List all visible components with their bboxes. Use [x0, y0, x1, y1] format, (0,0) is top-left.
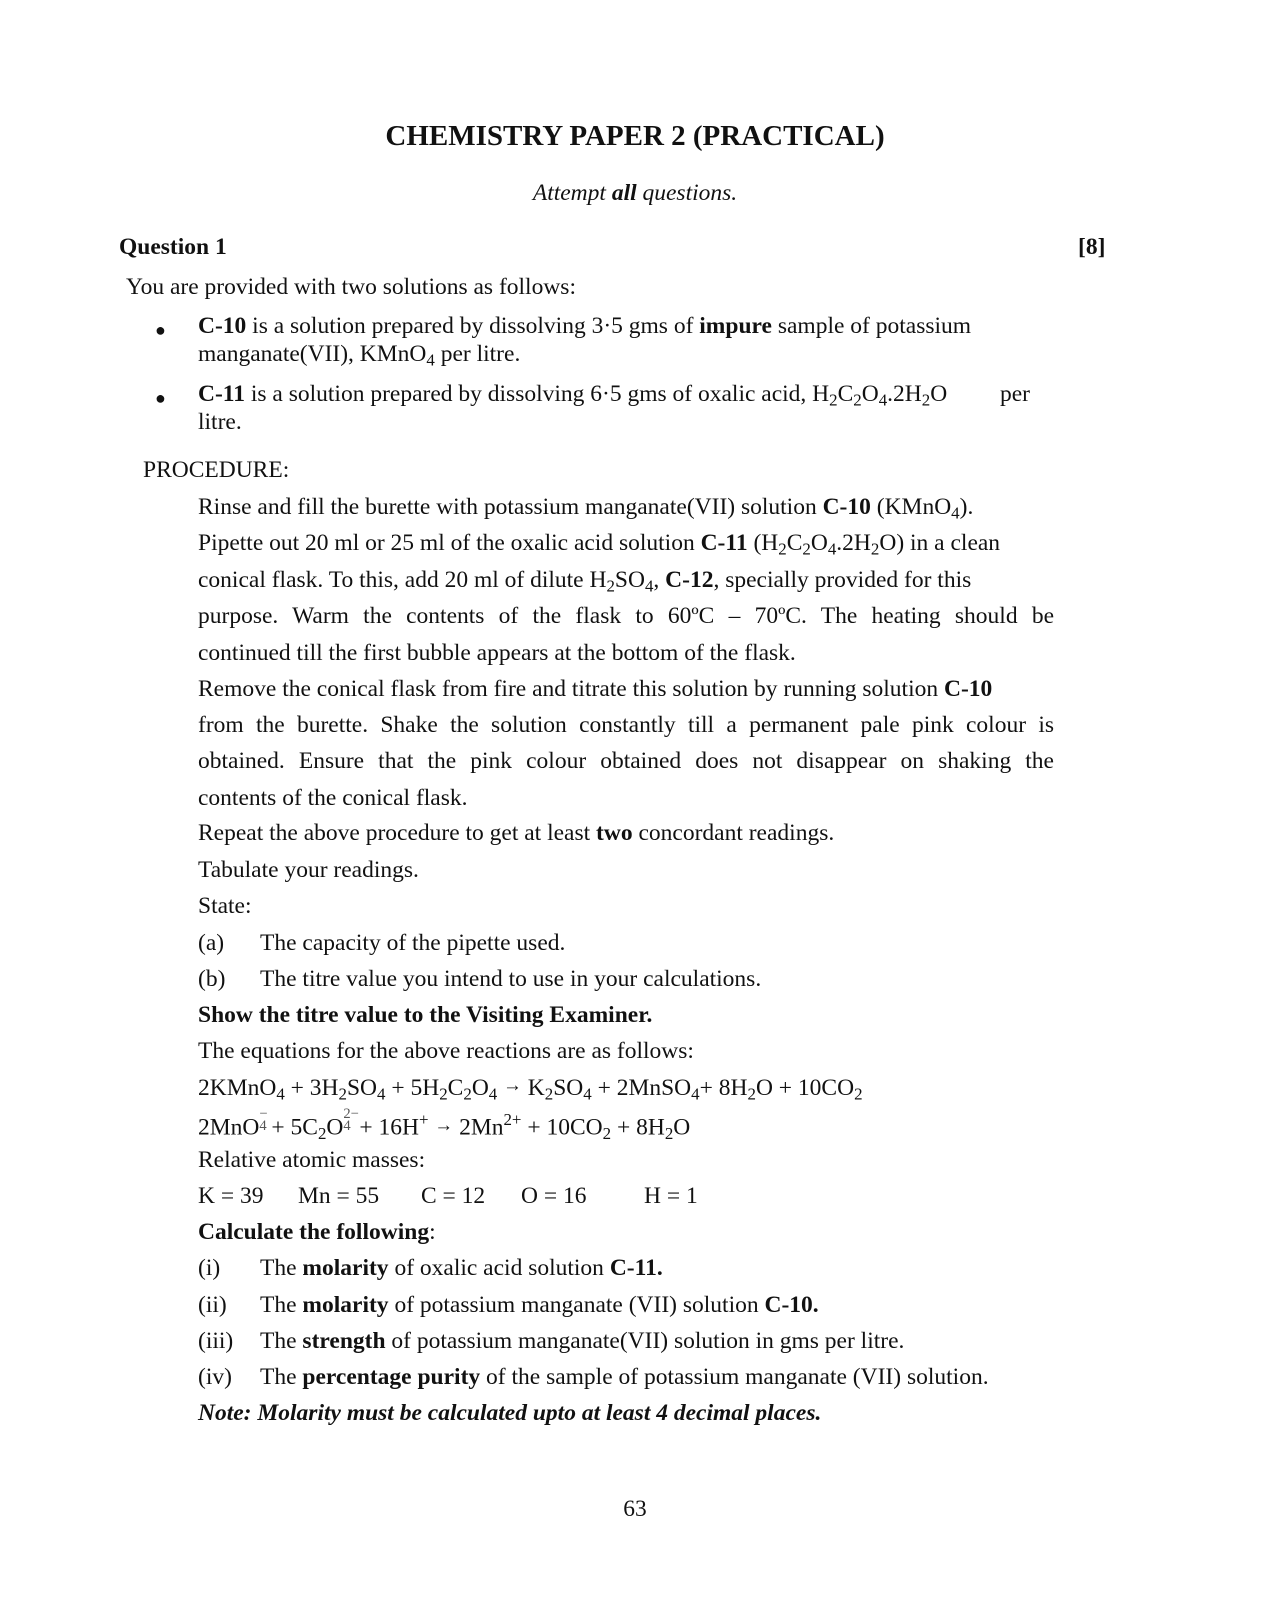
equation-1: 2KMnO$_4$ + $3H_2SO_4 + 5H_2C_2O_4 \to K_2SO_4$ + 2MnSO$_4$+ $8H_2O + 10CO_2$	[198, 1075, 863, 1104]
procedure-line: conical flask. To this, add 20 ml of dilute $H_2SO_4$, C-12, specially provided for this	[198, 567, 972, 596]
equation-2: 2MnO − 4 + $5C_2O$ 2− 4 + $16H^+ \to 2Mn^{2+} + 10CO_2 + 8H_2O$	[198, 1105, 691, 1144]
atomic-mass-mn: Mn = 55	[298, 1183, 380, 1209]
state-item: (b) The titre value you intend to use in your calculations.	[198, 966, 762, 992]
page-number: 63	[623, 1496, 647, 1522]
atomic-masses-label: Relative atomic masses:	[198, 1147, 426, 1173]
procedure-line: obtained. Ensure that the pink colour obtained does not disappear on shaking the	[198, 748, 1054, 774]
atomic-mass-h: H = 1	[644, 1183, 698, 1209]
calc-item: (iv) The percentage purity of the sample of potassium manganate (VII) solution.	[198, 1364, 989, 1390]
calculate-label: Calculate the following:	[198, 1219, 436, 1245]
calc-item: (iii) The strength of potassium manganate(VII) solution in gms per litre.	[198, 1328, 905, 1354]
procedure-line: from the burette. Shake the solution constantly till a permanent pale pink colour is	[198, 712, 1054, 738]
bullet-dot: ●	[155, 388, 166, 408]
procedure-line: Remove the conical flask from fire and titrate this solution by running solution C-10	[198, 676, 993, 702]
page-title: CHEMISTRY PAPER 2 (PRACTICAL)	[385, 120, 885, 152]
molarity-note: Note: Molarity must be calculated upto at least 4 decimal places.	[198, 1400, 822, 1426]
procedure-line: continued till the first bubble appears at the bottom of the flask.	[198, 640, 796, 666]
atomic-mass-k: K = 39	[198, 1183, 264, 1209]
atomic-mass-c: C = 12	[421, 1183, 486, 1209]
procedure-line: Pipette out 20 ml or 25 ml of the oxalic acid solution C-11 $(H_2C_2O_4.2H_2O)$ in a clean	[198, 530, 1001, 559]
instruction-line: Attempt all questions.	[532, 180, 738, 206]
bullet-c11: C-11 is a solution prepared by dissolving 6·5 gms of oxalic acid, $H_2C_2O_4.2H_2O$	[198, 381, 948, 410]
procedure-line: Tabulate your readings.	[198, 857, 419, 883]
procedure-line: contents of the conical flask.	[198, 785, 468, 811]
bullet-c11-per: per	[1000, 381, 1031, 407]
question-label: Question 1	[119, 234, 227, 260]
calc-item: (i) The molarity of oxalic acid solution C-11.	[198, 1255, 663, 1281]
bullet-c10-line2: manganate(VII), KMnO$_4$ per litre.	[198, 341, 521, 370]
procedure-line: Repeat the above procedure to get at least two concordant readings.	[198, 820, 835, 846]
procedure-line: State:	[198, 893, 252, 919]
question-marks: [8]	[1078, 234, 1106, 260]
intro-text: You are provided with two solutions as follows:	[126, 274, 576, 300]
state-item: (a) The capacity of the pipette used.	[198, 930, 566, 956]
show-titre-note: Show the titre value to the Visiting Examiner.	[198, 1002, 653, 1028]
bullet-c10: C-10 is a solution prepared by dissolving 3·5 gms of impure sample of potassium	[198, 313, 972, 339]
calc-item: (ii) The molarity of potassium manganate (VII) solution C-10.	[198, 1292, 819, 1318]
bullet-dot: ●	[155, 320, 166, 340]
equations-intro: The equations for the above reactions are as follows:	[198, 1038, 694, 1064]
procedure-line: purpose. Warm the contents of the flask to 60ºC – 70ºC. The heating should be	[198, 603, 1054, 629]
procedure-label: PROCEDURE:	[143, 457, 290, 483]
bullet-c11-line2: litre.	[198, 409, 242, 435]
atomic-mass-o: O = 16	[521, 1183, 587, 1209]
procedure-line: Rinse and fill the burette with potassium manganate(VII) solution C-10 (KMnO$_4$).	[198, 494, 974, 523]
